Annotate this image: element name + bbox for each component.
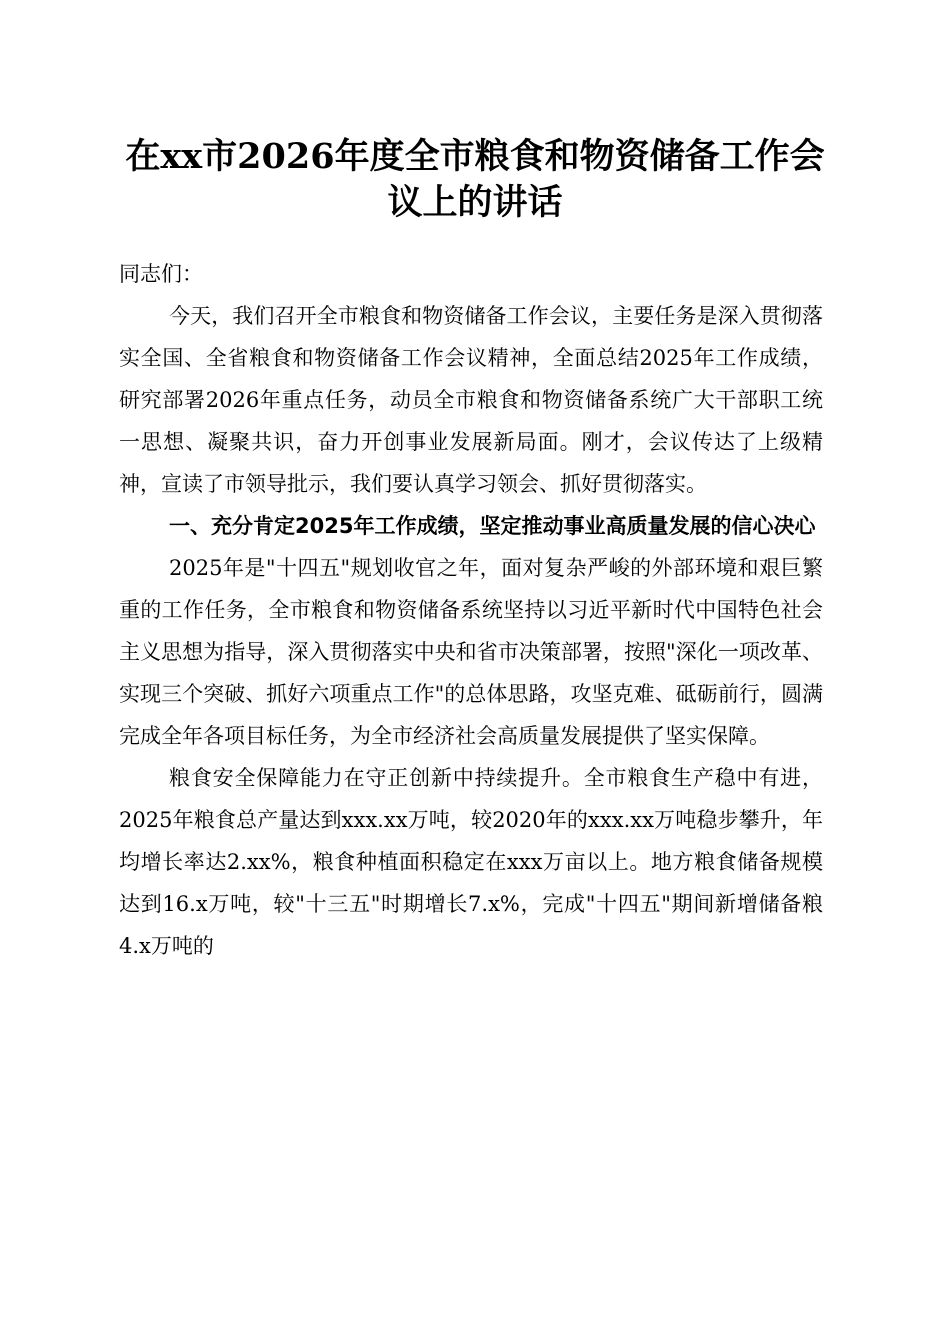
section-heading-1: 一、充分肯定2025年工作成绩，坚定推动事业高质量发展的信心决心 — [169, 514, 816, 538]
intro-paragraph: 今天，我们召开全市粮食和物资储备工作会议，主要任务是深入贯彻落实全国、全省粮食和物资储备工作会议精神，全面总结2025年工作成绩，研究部署2026年重点任务，动员全市粮食和物资储备系统广大干部职工统一思想、凝聚共识，奋力开创事业发展新局面。刚才，会议传达了上级精神，宣读了市领导批示，我们要认真学习领会、抓好贯彻落实。 — [119, 304, 823, 496]
greeting: 同志们： — [119, 262, 203, 286]
document-title — [100, 134, 850, 226]
title-line-1: 在xx市2026年度全市粮食和物资储备工作会 — [125, 136, 825, 177]
paragraph-1: 2025年是"十四五"规划收官之年，面对复杂严峻的外部环境和艰巨繁重的工作任务，全市粮食和物资储备系统坚持以习近平新时代中国特色社会主义思想为指导，深入贯彻落实中央和省市决策部署，按照"深化一项改革、实现三个突破、抓好六项重点工作"的总体思路，攻坚克难、砥砺前行，圆满完成全年各项目标任务，为全市经济社会高质量发展提供了坚实保障。 — [119, 556, 823, 748]
document-body — [119, 253, 823, 967]
paragraph-2: 粮食安全保障能力在守正创新中持续提升。全市粮食生产稳中有进，2025年粮食总产量达到xxx.xx万吨，较2020年的xxx.xx万吨稳步攀升，年均增长率达2.xx%，粮食种植面积稳定在xxx万亩以上。地方粮食储备规模达到16.x万吨，较"十三五"时期增长7.x%，完成"十四五"期间新增储备粮4.x万吨的 — [119, 766, 823, 958]
title-line-2: 议上的讲话 — [387, 182, 563, 223]
